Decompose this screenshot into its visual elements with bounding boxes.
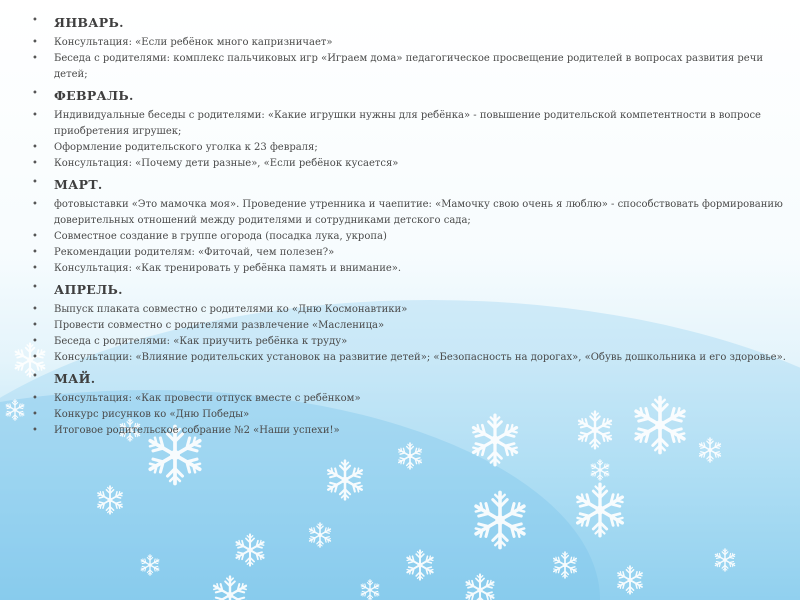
snowflake-icon xyxy=(697,437,723,463)
bullet-dot-icon: • xyxy=(32,199,38,210)
snowflake-icon xyxy=(396,442,424,470)
list-item xyxy=(30,407,790,423)
bullet-dot-icon: • xyxy=(32,15,38,26)
list-item-text: Беседа с родителями: «Как приучить ребёнка к труду» xyxy=(54,336,348,347)
bullet-dot-icon: • xyxy=(32,320,38,331)
list-item-text: Беседа с родителями: комплекс пальчиковых игр «Играем дома» педагогическое просвещение родителей в вопросах развития речи детей; xyxy=(54,53,763,80)
snowflake-icon xyxy=(463,573,497,600)
list-item xyxy=(30,140,790,156)
month-heading xyxy=(30,86,790,106)
list-item-text: Оформление родительского уголка к 23 февраля; xyxy=(54,142,318,153)
list-item xyxy=(30,245,790,261)
bullet-dot-icon: • xyxy=(32,282,38,293)
bullet-dot-icon: • xyxy=(32,110,38,121)
snowflake-icon xyxy=(615,565,645,595)
month-heading-text: ЯНВАРЬ. xyxy=(54,15,124,30)
list-item xyxy=(30,51,790,83)
month-heading xyxy=(30,280,790,300)
list-item-text: Консультация: «Как тренировать у ребёнка память и внимание». xyxy=(54,263,402,274)
bullet-dot-icon: • xyxy=(32,336,38,347)
bullet-dot-icon: • xyxy=(32,352,38,363)
snowflake-icon xyxy=(359,579,381,600)
bullet-dot-icon: • xyxy=(32,263,38,274)
list-item xyxy=(30,423,790,439)
bullet-dot-icon: • xyxy=(32,53,38,64)
bullet-dot-icon: • xyxy=(32,425,38,436)
snowflake-icon xyxy=(551,551,579,579)
list-item-text: Консультация: «Как провести отпуск вместе с ребёнком» xyxy=(54,393,361,404)
list-item xyxy=(30,156,790,172)
list-item-text: Консультация: «Если ребёнок много капризничает» xyxy=(54,37,333,48)
list-item-text: Итоговое родительское собрание №2 «Наши успехи!» xyxy=(54,425,340,436)
list-item-text: фотовыставки «Это мамочка моя». Проведение утренника и чаепитие: «Мамочку свою очень я люблю» - способствовать формированию доверительных отношений между родителями и сотрудниками детского сада; xyxy=(54,199,783,226)
snowflake-icon xyxy=(324,459,366,501)
list-item xyxy=(30,350,790,366)
list-item-text: Индивидуальные беседы с родителями: «Какие игрушки нужны для ребёнка» - повышение родительской компетентности в вопросе приобретения игрушек; xyxy=(54,110,761,137)
bullet-dot-icon: • xyxy=(32,158,38,169)
snowflake-icon xyxy=(210,575,250,600)
snowflake-icon xyxy=(307,522,333,548)
list-item-text: Консультация: «Почему дети разные», «Если ребёнок кусается» xyxy=(54,158,399,169)
list-item-text: Консультации: «Влияние родительских установок на развитие детей»; «Безопасность на дорогах», «Обувь дошкольника и его здоровье». xyxy=(54,352,786,363)
list-item-text: Рекомендации родителям: «Фиточай, чем полезен?» xyxy=(54,247,335,258)
month-heading xyxy=(30,175,790,195)
list-item xyxy=(30,302,790,318)
snowflake-icon xyxy=(589,459,611,481)
month-heading xyxy=(30,13,790,33)
snowflake-icon xyxy=(470,490,530,550)
list-item xyxy=(30,229,790,245)
bullet-dot-icon: • xyxy=(32,247,38,258)
month-heading-text: АПРЕЛЬ. xyxy=(54,282,123,297)
snowflake-icon xyxy=(404,549,436,581)
snowflake-icon xyxy=(233,533,267,567)
list-item xyxy=(30,391,790,407)
bullet-dot-icon: • xyxy=(32,37,38,48)
list-item xyxy=(30,334,790,350)
bullet-dot-icon: • xyxy=(32,409,38,420)
snowflake-icon xyxy=(713,548,737,572)
bullet-dot-icon: • xyxy=(32,177,38,188)
list-item xyxy=(30,318,790,334)
list-item xyxy=(30,261,790,277)
list-item-text: Конкурс рисунков ко «Дню Победы» xyxy=(54,409,250,420)
list-item xyxy=(30,197,790,229)
snowflake-icon xyxy=(139,554,161,576)
bullet-dot-icon: • xyxy=(32,142,38,153)
bullet-dot-icon: • xyxy=(32,393,38,404)
bullet-dot-icon: • xyxy=(32,304,38,315)
month-heading-text: МАРТ. xyxy=(54,177,103,192)
snowflake-icon xyxy=(4,399,26,421)
bullet-dot-icon: • xyxy=(32,231,38,242)
snowflake-icon xyxy=(572,482,628,538)
bullet-dot-icon: • xyxy=(32,371,38,382)
list-item-text: Совместное создание в группе огорода (посадка лука, укропа) xyxy=(54,231,387,242)
bullet-dot-icon: • xyxy=(32,88,38,99)
snowflake-icon xyxy=(95,485,125,515)
list-item xyxy=(30,108,790,140)
list-item xyxy=(30,35,790,51)
plan-list xyxy=(30,10,790,439)
list-item-text: Провести совместно с родителями развлечение «Масленица» xyxy=(54,320,385,331)
month-heading-text: МАЙ. xyxy=(54,371,96,386)
month-heading xyxy=(30,369,790,389)
month-heading-text: ФЕВРАЛЬ. xyxy=(54,88,134,103)
list-item-text: Выпуск плаката совместно с родителями ко «Дню Космонавтики» xyxy=(54,304,408,315)
